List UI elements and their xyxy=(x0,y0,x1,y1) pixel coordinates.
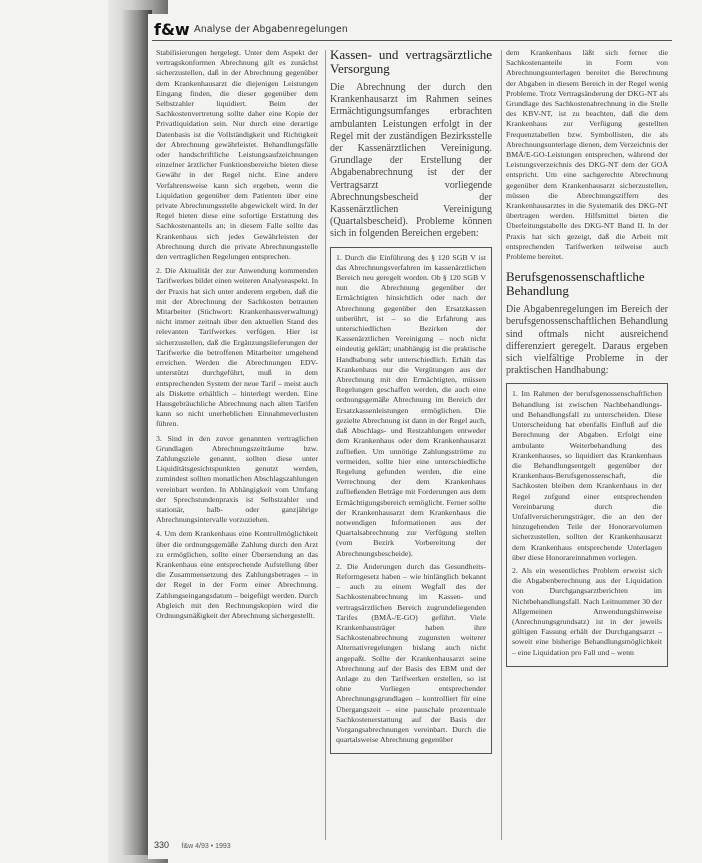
paragraph: 4. Um dem Krankenhaus eine Kontrollmöglichkeit über die ordnungsgemäße Zahlung durch den Arzt zu ermöglichen, sollte einer Übersendung an das Krankenhaus eine entsprechende Aufstellung über die Zusammensetzung des Zahlungsbetrages – in der Regel in der Form einer Abrechnung. Zahlungseingangsdatum – beigefügt werden. Durch Abgleich mit den Rechnungskopien wird die Ordnungsmäßigkeit der Abrechnung sichergestellt. xyxy=(156,529,318,620)
paragraph: 1. Im Rahmen der berufsgenossenschaftlichen Behandlung ist zwischen Nachbehandlungs- und Behandlungsfall zu unterscheiden. Diese Unterscheidung hat ebenfalls Einfluß auf die Berechnung der Abgaben. Erfolgt eine ambulante Weiterbehandlung des Krankenhauses, so liquidiert das Krankenhaus die Behandlungsentgelt gegenüber der Krankenhaus-Berufsgenossenschaft, die Sachkosten bleiben dem Krankenhaus in der Regel zufgund einer entsprechenden Vereinbarung durch die Unfallversicherungsträger, die an den der hinzugehenden Teile der Honorarvolumen sicherzustellen, sollten der Krankenhausarzt dem Krankenhaus entsprechende Unterlagen über diese Honorareinnahmen vorlegen. xyxy=(512,389,662,562)
boxed-text xyxy=(330,247,492,755)
paragraph: 2. Die Änderungen durch das Gesundheits-Reformgesetz haben – wie hinlänglich bekannt – auch zu einem Wegfall des der Sachkostenabrechnung im Kassen- und vertragsärztlichen Bereich zugrundeliegenden Tarifes (BMÄ-/E-GO) geführt. Viele Krankenhausträger haben ihre Sachkostenabrechnung zugunsten weiterer Alternativregelungen bislang auch nicht angepaßt. Sollte der Krankenhausarzt seine Abrechnung auf der Basis des EBM und der Anlage zu den Tarifwerken erstellen, so ist ohne Vorliegen entsprechender Abrechnungsgrundlagen – kontrolliert für eine Übergangszeit – eine pauschale prozentuale Sachkostenerstattung auf der Basis der Vorgangsabrechnungen vereinbart. Durch die quartalsweise Abrechnung gegenüber xyxy=(336,561,486,745)
text-column-2 xyxy=(330,48,492,754)
paragraph: dem Krankenhaus läßt sich ferner die Sachkostenanteile in Form von Abrechnungsunterlagen bereitet die Berechnung der Abgaben in diesem Bereich in der Regel wenig Probleme. Trotz Vertragsänderung der DKG-NT als Grundlage des Sachkostenabrechnung in die Stelle des KBV-NT, ist zu beachten, daß die dem Krankenhaus zur Verfügung gestellten Frequenztabellen bzw. Symbollisten, die als Abrechnungsunterlage dienen, dem Verzeichnis der BMÄ/E-GO-Leistungen entsprechen, während der Leistungsverzeichnis des DKG-NT dem der GOÄ entspricht. Um eine sachgerechte Abrechnung gegenüber dem Krankenhausarzt sicherzustellen, müssen die Abrechnungsziffern des Krankenhausarztes in die Systematik des DKG-NT übertragen werden. Hilfsmittel bieten die Überleitungstabelle des DKG-NT Band II. In der Praxis hat sich gezeigt, daß die Arbeit mit entsprechenden Tarifwerken teilweise auch Probleme bereitet. xyxy=(506,48,668,262)
page-footer xyxy=(154,840,231,850)
journal-logo: f&w xyxy=(154,20,190,39)
text-column-3 xyxy=(506,48,668,667)
paragraph: 2. Die Aktualität der zur Anwendung kommenden Tarifwerkes bildet einen weiteren Analyseaspekt. In der Praxis hat sich unter anderem ergeben, daß die mit der Abrechnung der Sachkosten betrauten Mitarbeiter (Stichwort: Krankenhausverwaltung) nicht immer zeitnah über den aktuellen Stand des relevanten Tarifwerkes verfügen. Hier ist sicherzustellen, daß die Ergänzungslieferungen der Tarifwerke die betroffenen Mitarbeiter umgehend erreichen. Werden die Abrechnungen EDV-unterstützt durchgeführt, muß in dem entsprechenden System der neue Tarif – meist auch als Diskette erhältlich – hinterlegt werden. Eine Hausgebräuchliche Abrechnung nach alten Tarifen kann so nicht unerheblichen Einnahmeverlusten führen. xyxy=(156,266,318,429)
paragraph: Stabilisierungen hergelegt. Unter dem Aspekt der vertragskonformen Abrechnung gilt es zunächst sicherzustellen, daß in der Abrechnung gegenüber dem Krankenhausarzt die diejenigen Leistungen Eingang finden, die dieser gegenüber dem Selbstzahler liquidiert. Beim der Sachkostenvertretung sollte daher eine Kopie der Privatliquidation sein. Nur durch eine derartige Datenbasis ist die Vollständigkeit und Richtigkeit der Abrechnung gewährleistet. Behandlungsfälle oder handschriftliche Leistungsaufzeichnungen einzelner ärztlicher Funktionsbereiche bieten diese Gewähr in der Regel nicht. Eine andere Verfahrensweise kann sich ergeben, wenn die Liquidation gegenüber dem Patienten über eine private Abrechnungsstelle abgewickelt wird. In der Regel bieten diese eine sofortige Erstattung des Sachkostenanteils an; in diesem Falle sollte das Krankenhaus sich jedes Gewährleisten der Abrechnung durch die private Abrechnungsstelle den vertraglichen Regelungen entsprechen. xyxy=(156,48,318,262)
section-heading: Kassen- und vertragsärztliche Versorgung xyxy=(330,47,492,76)
page-header xyxy=(152,22,672,41)
text-column-1 xyxy=(156,48,318,625)
boxed-text xyxy=(506,383,668,666)
page-number: 330 xyxy=(154,840,170,850)
journal-page xyxy=(148,14,688,859)
column-divider xyxy=(501,50,502,840)
lead-paragraph: Die Abgabenregelungen im Bereich der berufsgenossenschaftlichen Behandlung sind oftmals nicht ausreichend differenziert geregelt. Daraus ergeben sich vielfältige Probleme in der praktischen Handhabung: xyxy=(506,304,668,377)
lead-paragraph: Die Abrechnung der durch den Krankenhausarzt im Rahmen seines Ermächtigungsumfanges erbrachten ambulanten Leistungen erfolgt in der Regel mit der zuständigen Bezirksstelle der Kassenärztlichen Vereinigung. Grundlage der Erstellung der Abgabenabrechnung ist der der Vertragsarzt vorliegende Abrechnungsbescheid der Kassenärztlichen Vereinigung (Quartalsbescheid). Probleme können sich in folgenden Bereichen ergeben: xyxy=(330,82,492,240)
section-heading: Berufsgenossenschaftliche Behandlung xyxy=(506,269,645,299)
source-line: f&w 4/93 • 1993 xyxy=(181,843,231,850)
paragraph: 3. Sind in den zuvor genannten vertraglichen Grundlagen Abrechnungszeiträume bzw. Zahlungsziele genannt, sollten diese unter Liquiditätsgesichtspunkten genutzt werden, zumindest sollten monatlichen Abschlagszahlungen vereinbart werden. In Abhängigkeit vom Umfang der Sprechstundenpraxis ist Selbstzahler und stationär, halb- oder ganzjährige Abrechnungsintervalle vorzuziehen. xyxy=(156,433,318,525)
running-title: Analyse der Abgabenregelungen xyxy=(194,24,348,35)
paragraph: 1. Durch die Einführung des § 120 SGB V ist das Abrechnungsverfahren im kassenärztlichen Bereich neu geregelt worden. Ob § 120 SGB V nun die Abrechnung gegenüber der Ermächtigten hinsichtlich oder nach der Abrechnung gegenüber den Ersatzkassen unberührt, ist – so die Erfahrung aus unterschiedlichen Bezirken der Kassenärztlichen Vereinigung – noch nicht eindeutig geklärt; unabhängig ist die praktische Handhabung sehr unterschiedlich. Erhält das Krankenhaus nur die Vergütungen aus der Abrechnung mit den Ermächtigten, müssen Regelungen geschaffen werden, die auch eine ordnungsgemäße Abrechnung im Bereich der Ersatzkassenleistungen ermöglichen. Die gezielte Abrechnung ist dann in der Regel auch, daß Abschlags- und Restzahlungen entweder dem Krankenhaus oder dem Krankenhausarzt zufließen. Um unnötige Zahlungsströme zu vermeiden, sollte hier eine unterschiedliche Regelung gefunden werden, die eine Verrechnung der dem Krankenhaus zufließenden Beträge mit Forderungen aus dem Ermächtigungsbereich ermöglicht. Ferner sollte der Krankenhausarzt dem Krankenhaus die notwendigen Informationen aus der Quartalsabrechnung zur Verfügung stellen (vom Bezirk Vorbereitung der Abrechnungsbescheide). xyxy=(336,252,486,558)
paragraph: 2. Als ein wesentliches Problem erweist sich die Abgabenberechnung aus der Liquidation von Durchgangsarztberichten im Nichtbehandlungsfall. Nach Leitnummer 30 der Allgemeinen Anwendungshinweise (Anrechnungsgrundsatz) ist in der jeweils gültigen Fassung erhält der Durchgangsarzt – soweit eine bisherige Behandlungsmöglichkeit – eine Liquidation pro Fall und – wenn xyxy=(512,565,662,657)
column-divider xyxy=(325,50,326,840)
